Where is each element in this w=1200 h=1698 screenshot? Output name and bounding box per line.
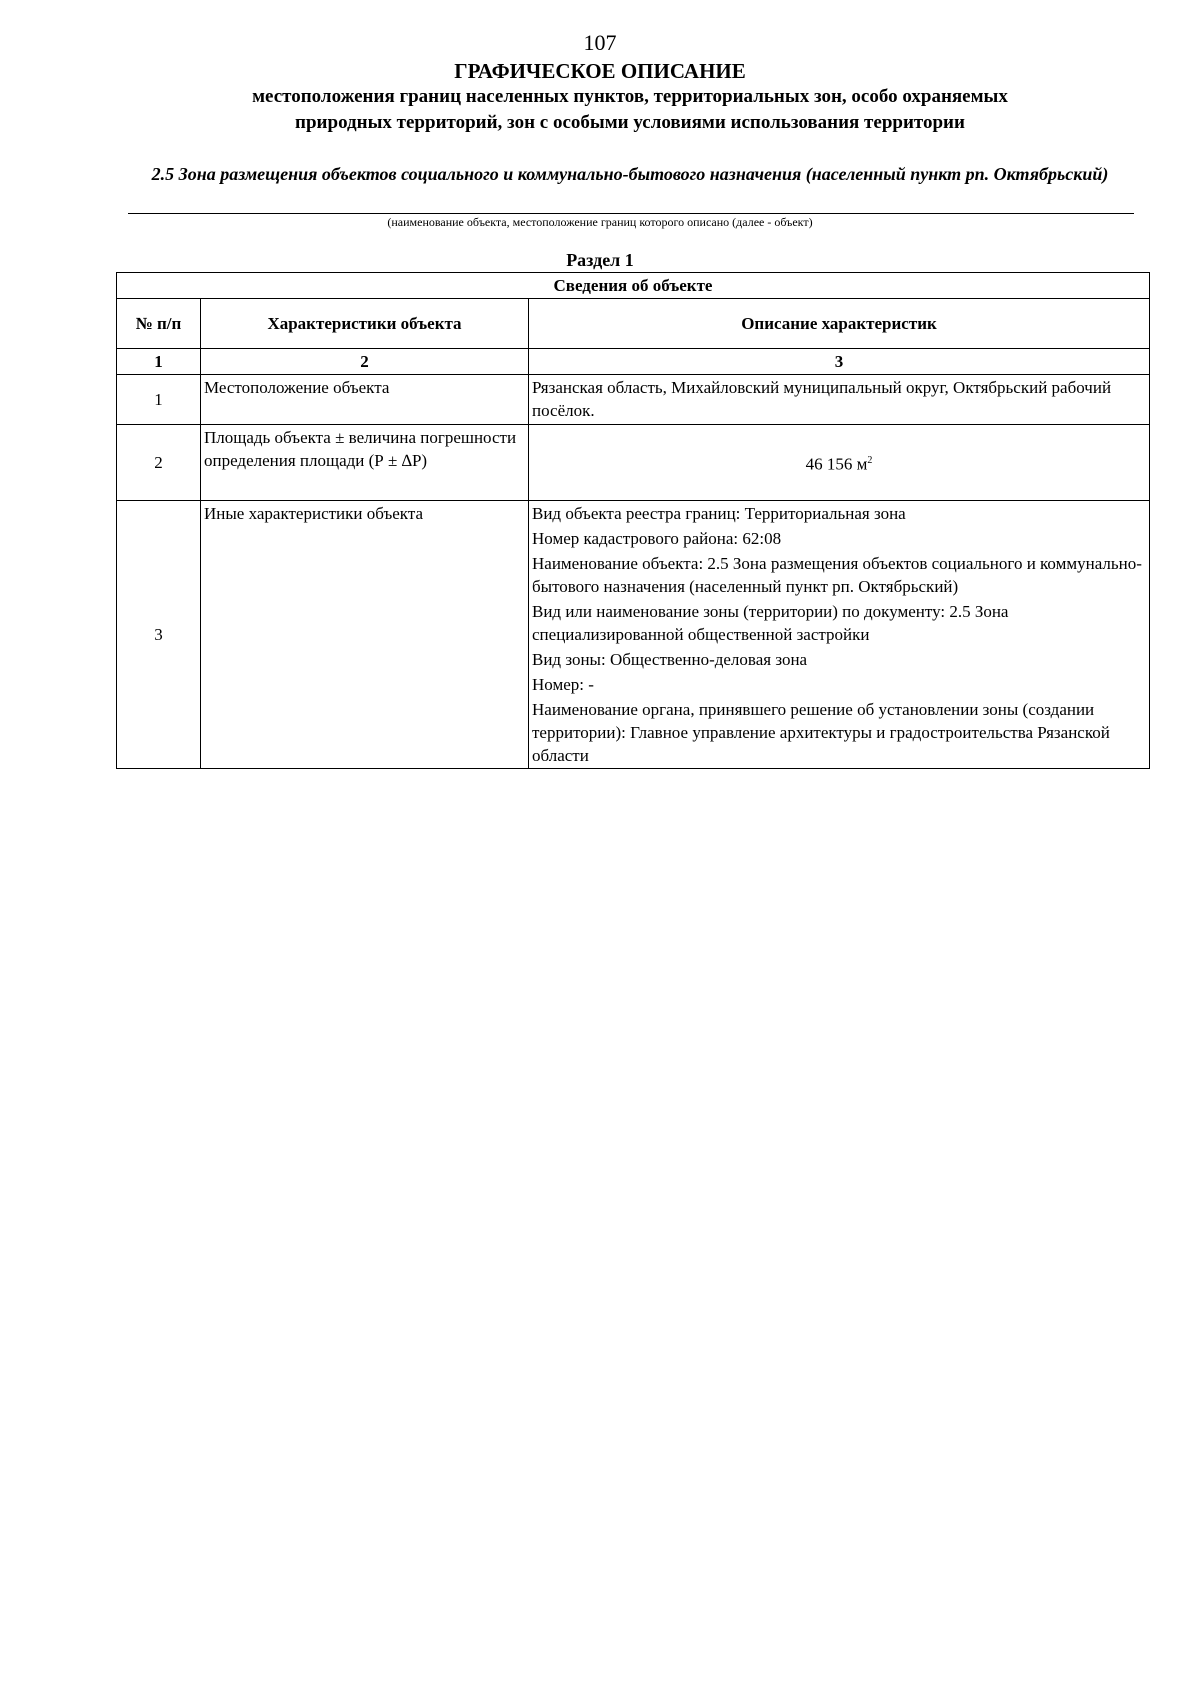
column-number-2: 2 <box>201 349 529 375</box>
area-unit-exponent: 2 <box>867 455 873 467</box>
table-row <box>117 375 1150 425</box>
area-value: 46 156 м <box>805 454 868 474</box>
detail-zone-by-document: Вид или наименование зоны (территории) по документу: 2.5 Зона специализированной общественной застройки <box>532 602 1009 644</box>
page-number: 107 <box>583 30 617 55</box>
table-row <box>117 501 1150 769</box>
row-characteristic: Иные характеристики объекта <box>201 501 529 769</box>
row-area-value <box>529 425 1150 501</box>
row-number: 2 <box>117 425 201 501</box>
detail-authority: Наименование органа, принявшего решение об установлении зоны (создании территории): Главное управление архитектуры и градостроительства Рязанской области <box>532 700 1110 765</box>
column-header-description: Описание характеристик <box>529 299 1150 349</box>
document-title: ГРАФИЧЕСКОЕ ОПИСАНИЕ <box>454 59 746 83</box>
detail-registry-type: Вид объекта реестра границ: Территориальная зона <box>532 504 906 523</box>
row-details <box>529 501 1150 769</box>
object-info-table <box>116 272 1150 769</box>
table-title: Сведения об объекте <box>117 273 1150 299</box>
detail-object-name: Наименование объекта: 2.5 Зона размещения объектов социального и коммунально-бытового назначения (населенный пункт рп. Октябрьский) <box>532 554 1142 596</box>
row-characteristic: Площадь объекта ± величина погрешности определения площади (Р ± ∆Р) <box>201 425 529 501</box>
object-name-caption: (наименование объекта, местоположение границ которого описано (далее - объект) <box>387 215 813 229</box>
document-subtitle: местоположения границ населенных пунктов, территориальных зон, особо охраняемых природных территорий, зон с особыми условиями использования территории <box>252 86 1008 133</box>
column-header-characteristic: Характеристики объекта <box>201 299 529 349</box>
column-header-number: № п/п <box>117 299 201 349</box>
object-name: 2.5 Зона размещения объектов социального и коммунально-бытового назначения (населенный пункт рп. Октябрьский) <box>151 164 1109 184</box>
row-characteristic: Местоположение объекта <box>201 375 529 425</box>
detail-zone-type: Вид зоны: Общественно-деловая зона <box>532 650 808 669</box>
row-description: Рязанская область, Михайловский муниципальный округ, Октябрьский рабочий посёлок. <box>529 375 1150 425</box>
table-row <box>117 425 1150 501</box>
object-name-underline <box>128 213 1134 214</box>
column-number-1: 1 <box>117 349 201 375</box>
row-number: 3 <box>117 501 201 769</box>
detail-cadastral-district: Номер кадастрового района: 62:08 <box>532 529 782 548</box>
detail-number: Номер: - <box>532 675 594 694</box>
section-label: Раздел 1 <box>566 250 634 270</box>
column-number-3: 3 <box>529 349 1150 375</box>
row-number: 1 <box>117 375 201 425</box>
